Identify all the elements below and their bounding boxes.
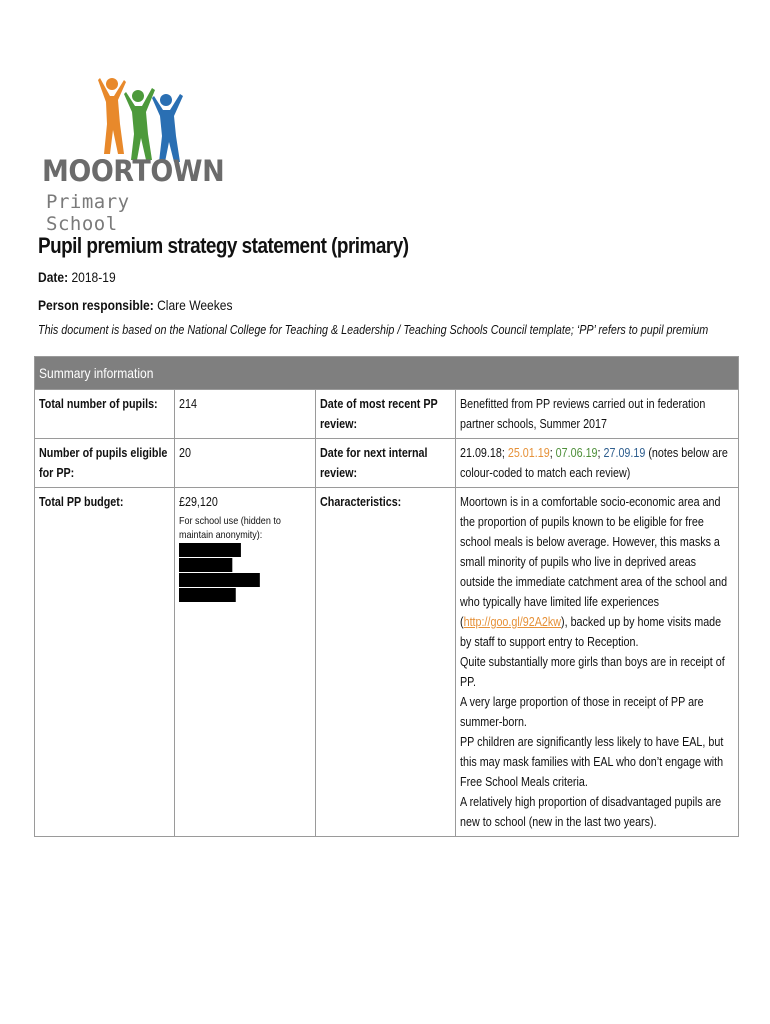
next-review-value <box>456 439 739 488</box>
characteristics-text: ), backed up by home visits made by staff to support entry to Reception. <box>460 615 722 649</box>
separator: ; <box>501 446 508 460</box>
review-date-1: 21.09.18 <box>460 446 502 460</box>
characteristics-paragraph: PP children are significantly less likely to have EAL, but this may mask families with EAL who don’t engage with Free School Meals criteria. <box>460 735 724 789</box>
review-date-3: 07.06.19 <box>555 446 598 460</box>
budget-note: For school use (hidden to maintain anonymity): <box>179 515 281 541</box>
redaction-bar <box>179 558 232 572</box>
template-note: This document is based on the National College for Teaching & Leadership / Teaching Schools Council template; ‘PP’ refers to pupil premium <box>38 323 709 337</box>
characteristics-label: Characteristics: <box>316 488 456 837</box>
budget-label: Total PP budget: <box>35 488 175 837</box>
redaction-bar <box>179 573 260 587</box>
characteristics-text: Moortown is in a comfortable socio-economic area and the proportion of pupils known to be eligible for free school meals is below average. However, this masks a small minority of pupils who live in deprived areas outside the immediate catchment area of the school and who typically have limited life experiences ( <box>460 495 728 629</box>
table-row <box>35 439 739 488</box>
total-pupils-value: 214 <box>175 390 316 439</box>
total-pupils-label: Total number of pupils: <box>35 390 175 439</box>
deprivation-link[interactable]: http://goo.gl/92A2kw <box>463 615 562 629</box>
redaction-bar <box>179 543 241 557</box>
table-row <box>35 488 739 837</box>
date-line <box>38 269 116 285</box>
next-review-label: Date for next internal review: <box>316 439 456 488</box>
recent-review-value: Benefitted from PP reviews carried out in federation partner schools, Summer 2017 <box>456 390 739 439</box>
school-logo <box>40 74 225 235</box>
separator: ; <box>597 446 604 460</box>
review-date-2: 25.01.19 <box>507 446 550 460</box>
characteristics-paragraph <box>460 492 733 652</box>
review-dates-note: (notes below are colour-coded to match each review) <box>460 446 728 480</box>
characteristics-paragraph: A relatively high proportion of disadvantaged pupils are new to school (new in the last two years). <box>460 795 722 829</box>
logo-wordmark: MOORTOWN <box>42 154 225 188</box>
summary-table <box>34 356 739 837</box>
page-title: Pupil premium strategy statement (primary) <box>38 233 409 258</box>
summary-header: Summary information <box>35 357 739 390</box>
redaction-bar <box>179 588 236 602</box>
review-date-4: 27.09.19 <box>603 446 646 460</box>
eligible-pupils-label: Number of pupils eligible for PP: <box>35 439 175 488</box>
children-figures-icon <box>80 74 230 164</box>
budget-value <box>175 488 316 837</box>
characteristics-paragraph: A very large proportion of those in receipt of PP are summer-born. <box>460 695 704 729</box>
person-label: Person responsible: <box>38 297 154 313</box>
logo-subtitle: Primary School <box>46 191 130 235</box>
eligible-pupils-value: 20 <box>175 439 316 488</box>
budget-amount: £29,120 <box>179 495 218 509</box>
person-line <box>38 297 232 313</box>
recent-review-label: Date of most recent PP review: <box>316 390 456 439</box>
date-value: 2018-19 <box>71 269 116 285</box>
table-row <box>35 390 739 439</box>
characteristics-paragraph: Quite substantially more girls than boys are in receipt of PP. <box>460 655 725 689</box>
characteristics-value <box>456 488 739 837</box>
person-value: Clare Weekes <box>157 297 233 313</box>
date-label: Date: <box>38 269 69 285</box>
separator: ; <box>549 446 556 460</box>
